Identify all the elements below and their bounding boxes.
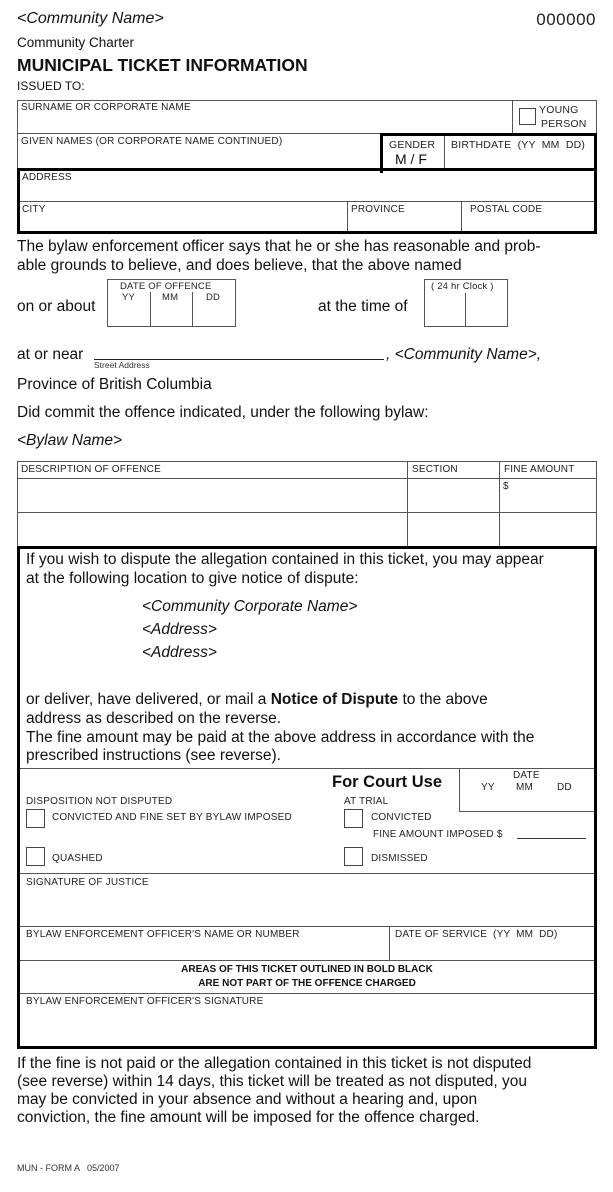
date-of-offence-label: DATE OF OFFENCE — [120, 281, 212, 292]
dispute-line-2: at the following location to give notice of dispute: — [26, 570, 359, 587]
header-section-text: SECTION — [412, 464, 458, 475]
offence-dd-label: DD — [206, 292, 221, 303]
form-title: MUNICIPAL TICKET INFORMATION — [17, 55, 308, 75]
offence-mm-label: MM — [162, 292, 179, 303]
given-names-label: GIVEN NAMES (OR CORPORATE NAME CONTINUED) — [21, 136, 283, 147]
offence-yy-label: YY — [122, 292, 136, 303]
at-trial-label: AT TRIAL — [344, 796, 389, 807]
dispute-fine-line-2: prescribed instructions (see reverse). — [26, 747, 281, 764]
postal-code-field[interactable] — [462, 202, 594, 231]
convicted-fine-set-label: CONVICTED AND FINE SET BY BYLAW IMPOSED — [52, 812, 292, 823]
officer-signature-label: BYLAW ENFORCEMENT OFFICER'S SIGNATURE — [26, 996, 264, 1007]
dispute-fine-line-1: The fine amount may be paid at the above address in accordance with the — [26, 729, 535, 746]
at-or-near-label: at or near — [17, 346, 84, 363]
fine-imposed-line[interactable] — [517, 838, 586, 839]
street-address-label: Street Address — [94, 360, 150, 370]
court-divider-4 — [20, 960, 594, 961]
convicted-fine-set-checkbox[interactable] — [26, 809, 45, 828]
offence-row-2-description[interactable] — [18, 513, 408, 546]
date-of-service-label: DATE OF SERVICE (YY MM DD) — [395, 929, 558, 940]
statement-line-1: The bylaw enforcement officer says that he or she has reasonable and prob- — [17, 238, 541, 255]
city-label: CITY — [22, 204, 46, 215]
gender-field[interactable] — [383, 136, 445, 168]
offence-table — [17, 461, 597, 547]
community-name-inline-text: , <Community Name>, — [386, 346, 542, 363]
court-date-box[interactable] — [459, 768, 594, 812]
birthdate-field[interactable] — [445, 136, 594, 168]
address-label: ADDRESS — [22, 172, 72, 183]
bold-outline-notice — [20, 963, 594, 991]
city-field[interactable] — [20, 202, 348, 231]
issued-to-label: ISSUED TO: — [17, 79, 85, 93]
offence-header-description — [18, 462, 408, 479]
statement-line-2: able grounds to believe, and does believe, that the above named — [17, 257, 462, 274]
dispute-corp-name: <Community Corporate Name> — [142, 598, 358, 615]
footer-line-1: If the fine is not paid or the allegation contained in this ticket is not disputed — [17, 1055, 532, 1072]
offence-header-fine — [500, 462, 596, 479]
court-use-title: For Court Use — [332, 773, 443, 791]
surname-field[interactable] — [17, 100, 597, 134]
on-or-about-label: on or about — [17, 298, 96, 315]
date-of-service-field[interactable] — [390, 927, 594, 960]
province-field[interactable] — [348, 202, 462, 231]
province-statement: Province of British Columbia — [17, 376, 212, 393]
community-name: <Community Name> — [17, 10, 164, 27]
time-box — [424, 279, 508, 327]
signature-justice-field[interactable] — [20, 874, 594, 926]
convicted-label: CONVICTED — [371, 812, 432, 823]
fine-imposed-label: FINE AMOUNT IMPOSED $ — [373, 829, 503, 840]
young-person-cell — [512, 100, 597, 134]
time-minutes-field[interactable] — [466, 293, 507, 326]
offence-row-1-fine[interactable] — [500, 479, 596, 513]
dispute-deliver-line-2: address as described on the reverse. — [26, 710, 282, 727]
officer-name-label: BYLAW ENFORCEMENT OFFICER'S NAME OR NUMBER — [26, 929, 300, 940]
date-of-offence-box — [107, 279, 236, 327]
court-mm-label: MM — [516, 782, 534, 793]
row-1-fine-text: $ — [503, 481, 509, 492]
convicted-checkbox[interactable] — [344, 809, 363, 828]
birthdate-label: BIRTHDATE (YY MM DD) — [451, 139, 586, 151]
at-time-of-label: at the time of — [318, 298, 408, 315]
footer-line-4: conviction, the fine amount will be imposed for the offence charged. — [17, 1109, 480, 1126]
signature-justice-label: SIGNATURE OF JUSTICE — [26, 877, 149, 888]
dispute-address-1: <Address> — [142, 621, 217, 638]
address-field[interactable] — [20, 171, 594, 202]
bold-notice-line-2: ARE NOT PART OF THE OFFENCE CHARGED — [198, 978, 416, 989]
dispute-address-2: <Address> — [142, 644, 217, 661]
did-commit-statement: Did commit the offence indicated, under the following bylaw: — [17, 404, 429, 421]
officer-name-field[interactable] — [20, 927, 390, 960]
offence-mm-field[interactable] — [151, 292, 193, 326]
deliver-pre-text: or deliver, have delivered, or mail a — [26, 691, 271, 708]
given-names-field[interactable] — [17, 134, 382, 169]
court-dd-label: DD — [557, 782, 572, 793]
court-yy-label: YY — [481, 782, 495, 793]
court-date-label: DATE — [513, 770, 540, 781]
officer-signature-field[interactable] — [20, 994, 594, 1046]
province-label: PROVINCE — [351, 204, 405, 215]
footer-line-2: (see reverse) within 14 days, this ticket will be treated as not disputed, you — [17, 1073, 528, 1090]
footer-line-3: may be convicted in your absence and without a hearing and, upon — [17, 1091, 478, 1108]
offence-row-2-fine[interactable] — [500, 513, 596, 546]
gender-label: GENDER — [389, 139, 436, 151]
quashed-label: QUASHED — [52, 853, 103, 864]
header-fine-text: FINE AMOUNT — [504, 464, 575, 475]
dispute-line-1: If you wish to dispute the allegation contained in this ticket, you may appear — [26, 551, 544, 568]
dismissed-checkbox[interactable] — [344, 847, 363, 866]
deliver-post-text: to the above — [398, 691, 488, 708]
bold-notice-line-1: AREAS OF THIS TICKET OUTLINED IN BOLD BLACK — [181, 964, 433, 975]
surname-label: SURNAME OR CORPORATE NAME — [21, 102, 191, 113]
header-description-text: DESCRIPTION OF OFFENCE — [21, 464, 161, 475]
young-person-label-1: YOUNG — [539, 104, 579, 116]
offence-row-1-description[interactable] — [18, 479, 408, 513]
gender-options: M / F — [395, 151, 427, 167]
bylaw-name: <Bylaw Name> — [17, 432, 123, 449]
quashed-checkbox[interactable] — [26, 847, 45, 866]
offence-row-1-section[interactable] — [408, 479, 500, 513]
ticket-number: 000000 — [536, 10, 596, 29]
community-name-inline — [386, 346, 541, 364]
clock-label: ( 24 hr Clock ) — [431, 281, 494, 292]
young-person-checkbox[interactable] — [519, 108, 536, 125]
dispute-deliver-line — [26, 691, 488, 709]
offence-yy-field[interactable] — [108, 292, 151, 326]
offence-dd-field[interactable] — [193, 292, 235, 326]
notice-of-dispute-text: Notice of Dispute — [270, 691, 399, 708]
young-person-label-2: PERSON — [541, 118, 587, 130]
charter-label: Community Charter — [17, 35, 135, 50]
form-id: MUN - FORM A 05/2007 — [17, 1163, 120, 1173]
offence-header-section — [408, 462, 500, 479]
dismissed-label: DISMISSED — [371, 853, 428, 864]
time-hours-field[interactable] — [425, 293, 466, 326]
not-disputed-label: DISPOSITION NOT DISPUTED — [26, 796, 173, 807]
offence-row-2-section[interactable] — [408, 513, 500, 546]
postal-code-label: POSTAL CODE — [470, 204, 543, 215]
